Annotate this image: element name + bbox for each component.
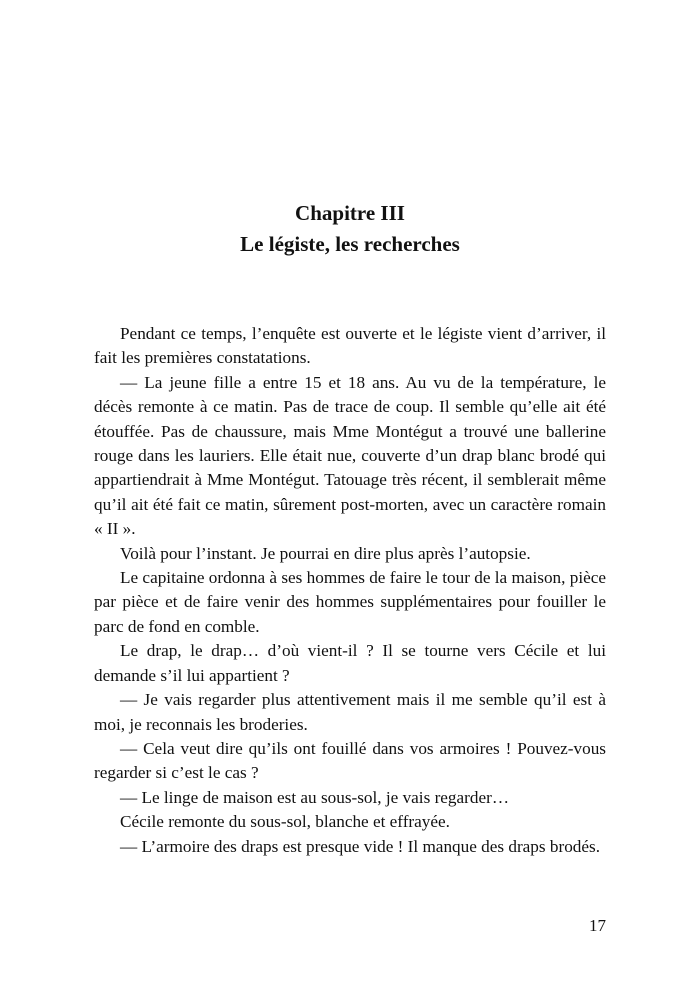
paragraph: — Le linge de maison est au sous-sol, je vais regarder… (120, 787, 510, 807)
chapter-heading (0, 198, 700, 260)
paragraph: — Cela veut dire qu’ils ont fouillé dans vos armoires ! Pouvez-vous regarder si c’est le cas ? (94, 738, 606, 783)
paragraph: Voilà pour l’instant. Je pourrai en dire plus après l’autopsie. (120, 543, 531, 563)
paragraph: Pendant ce temps, l’enquête est ouverte et le légiste vient d’arriver, il fait les premières constatations. (94, 324, 606, 368)
paragraph: Le drap, le drap… d’où vient-il ? Il se tourne vers Cécile et lui demande s’il lui appartient ? (94, 641, 606, 685)
paragraph: — Je vais regarder plus attentivement mais il me semble qu’il est à moi, je reconnais les broderies. (94, 690, 606, 734)
chapter-number: Chapitre III (295, 201, 405, 225)
chapter-body (94, 322, 606, 859)
chapter-title: Le légiste, les recherches (240, 232, 460, 256)
page-number: 17 (589, 916, 606, 935)
paragraph: Le capitaine ordonna à ses hommes de faire le tour de la maison, pièce par pièce et de faire venir des hommes supplémentaires pour fouiller le parc de fond en comble. (94, 568, 606, 636)
paragraph: — La jeune fille a entre 15 et 18 ans. Au vu de la température, le décès remonte à ce matin. Pas de trace de coup. Il semble qu’elle ait été étouffée. Pas de chaussure, mais Mme Montégut a trouvé une ballerine rouge dans les lauriers. Elle était nue, couverte d’un drap blanc brodé qui appartiendrait à Mme Montégut. Tatouage très récent, il semblerait même qu’il ait été fait ce matin, sûrement post-morten, avec un caractère romain « II ». (94, 372, 606, 539)
paragraph: — L’armoire des draps est presque vide ! Il manque des draps brodés. (120, 836, 600, 856)
paragraph: Cécile remonte du sous-sol, blanche et effrayée. (120, 812, 450, 832)
